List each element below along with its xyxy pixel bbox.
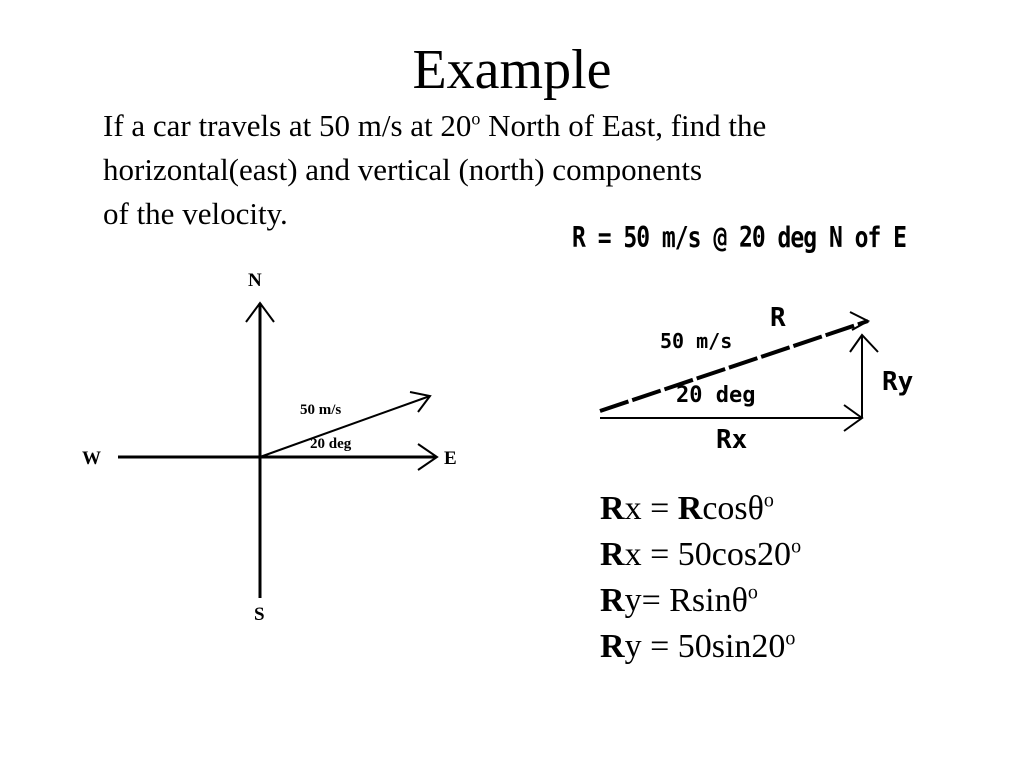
triangle-angle-label: 20 deg (676, 383, 756, 408)
triangle-r-label: R (770, 303, 786, 333)
eq-symbol-r: R (600, 582, 625, 619)
compass-angle-label: 20 deg (310, 436, 352, 452)
eq-text: x = (624, 490, 678, 527)
triangle-rx-label: Rx (716, 425, 748, 455)
equations (600, 486, 801, 670)
equation-line (600, 624, 801, 670)
ry-arrowhead (850, 335, 878, 352)
east-label: E (444, 448, 457, 469)
degree-superscript: o (747, 581, 758, 604)
eq-text: Rsinθ (669, 582, 748, 619)
eq-text: y = 50sin20 (624, 628, 786, 665)
equation-line (600, 532, 801, 578)
eq-symbol-r: R (600, 490, 625, 527)
problem-line-1-end: North of East, find the (480, 108, 767, 143)
north-label: N (248, 270, 262, 291)
slide-title: Example (412, 39, 612, 101)
south-label: S (254, 604, 265, 625)
eq-symbol-r: R (600, 536, 625, 573)
problem-line-3: of the velocity. (103, 196, 288, 231)
eq-symbol-r: R (600, 628, 625, 665)
west-label: W (82, 448, 101, 469)
eq-text: y= (624, 582, 670, 619)
problem-line-2: horizontal(east) and vertical (north) components (103, 152, 703, 187)
degree-superscript: o (791, 535, 802, 558)
eq-symbol-r: R (677, 490, 703, 527)
eq-text: x = 50cos20 (624, 536, 792, 573)
eq-text: cosθ (702, 490, 764, 527)
resultant-label: R = 50 m/s @ 20 deg N of E (572, 222, 907, 255)
triangle-speed-label: 50 m/s (660, 329, 733, 353)
triangle-ry-label: Ry (882, 367, 914, 397)
compass-speed-label: 50 m/s (300, 402, 342, 418)
degree-superscript: o (763, 489, 774, 512)
degree-superscript: o (471, 108, 481, 129)
problem-line-1-start: If a car travels at 50 m/s at 20 (103, 108, 472, 143)
equation-line (600, 486, 801, 532)
degree-superscript: o (785, 627, 796, 650)
equation-line (600, 578, 801, 624)
